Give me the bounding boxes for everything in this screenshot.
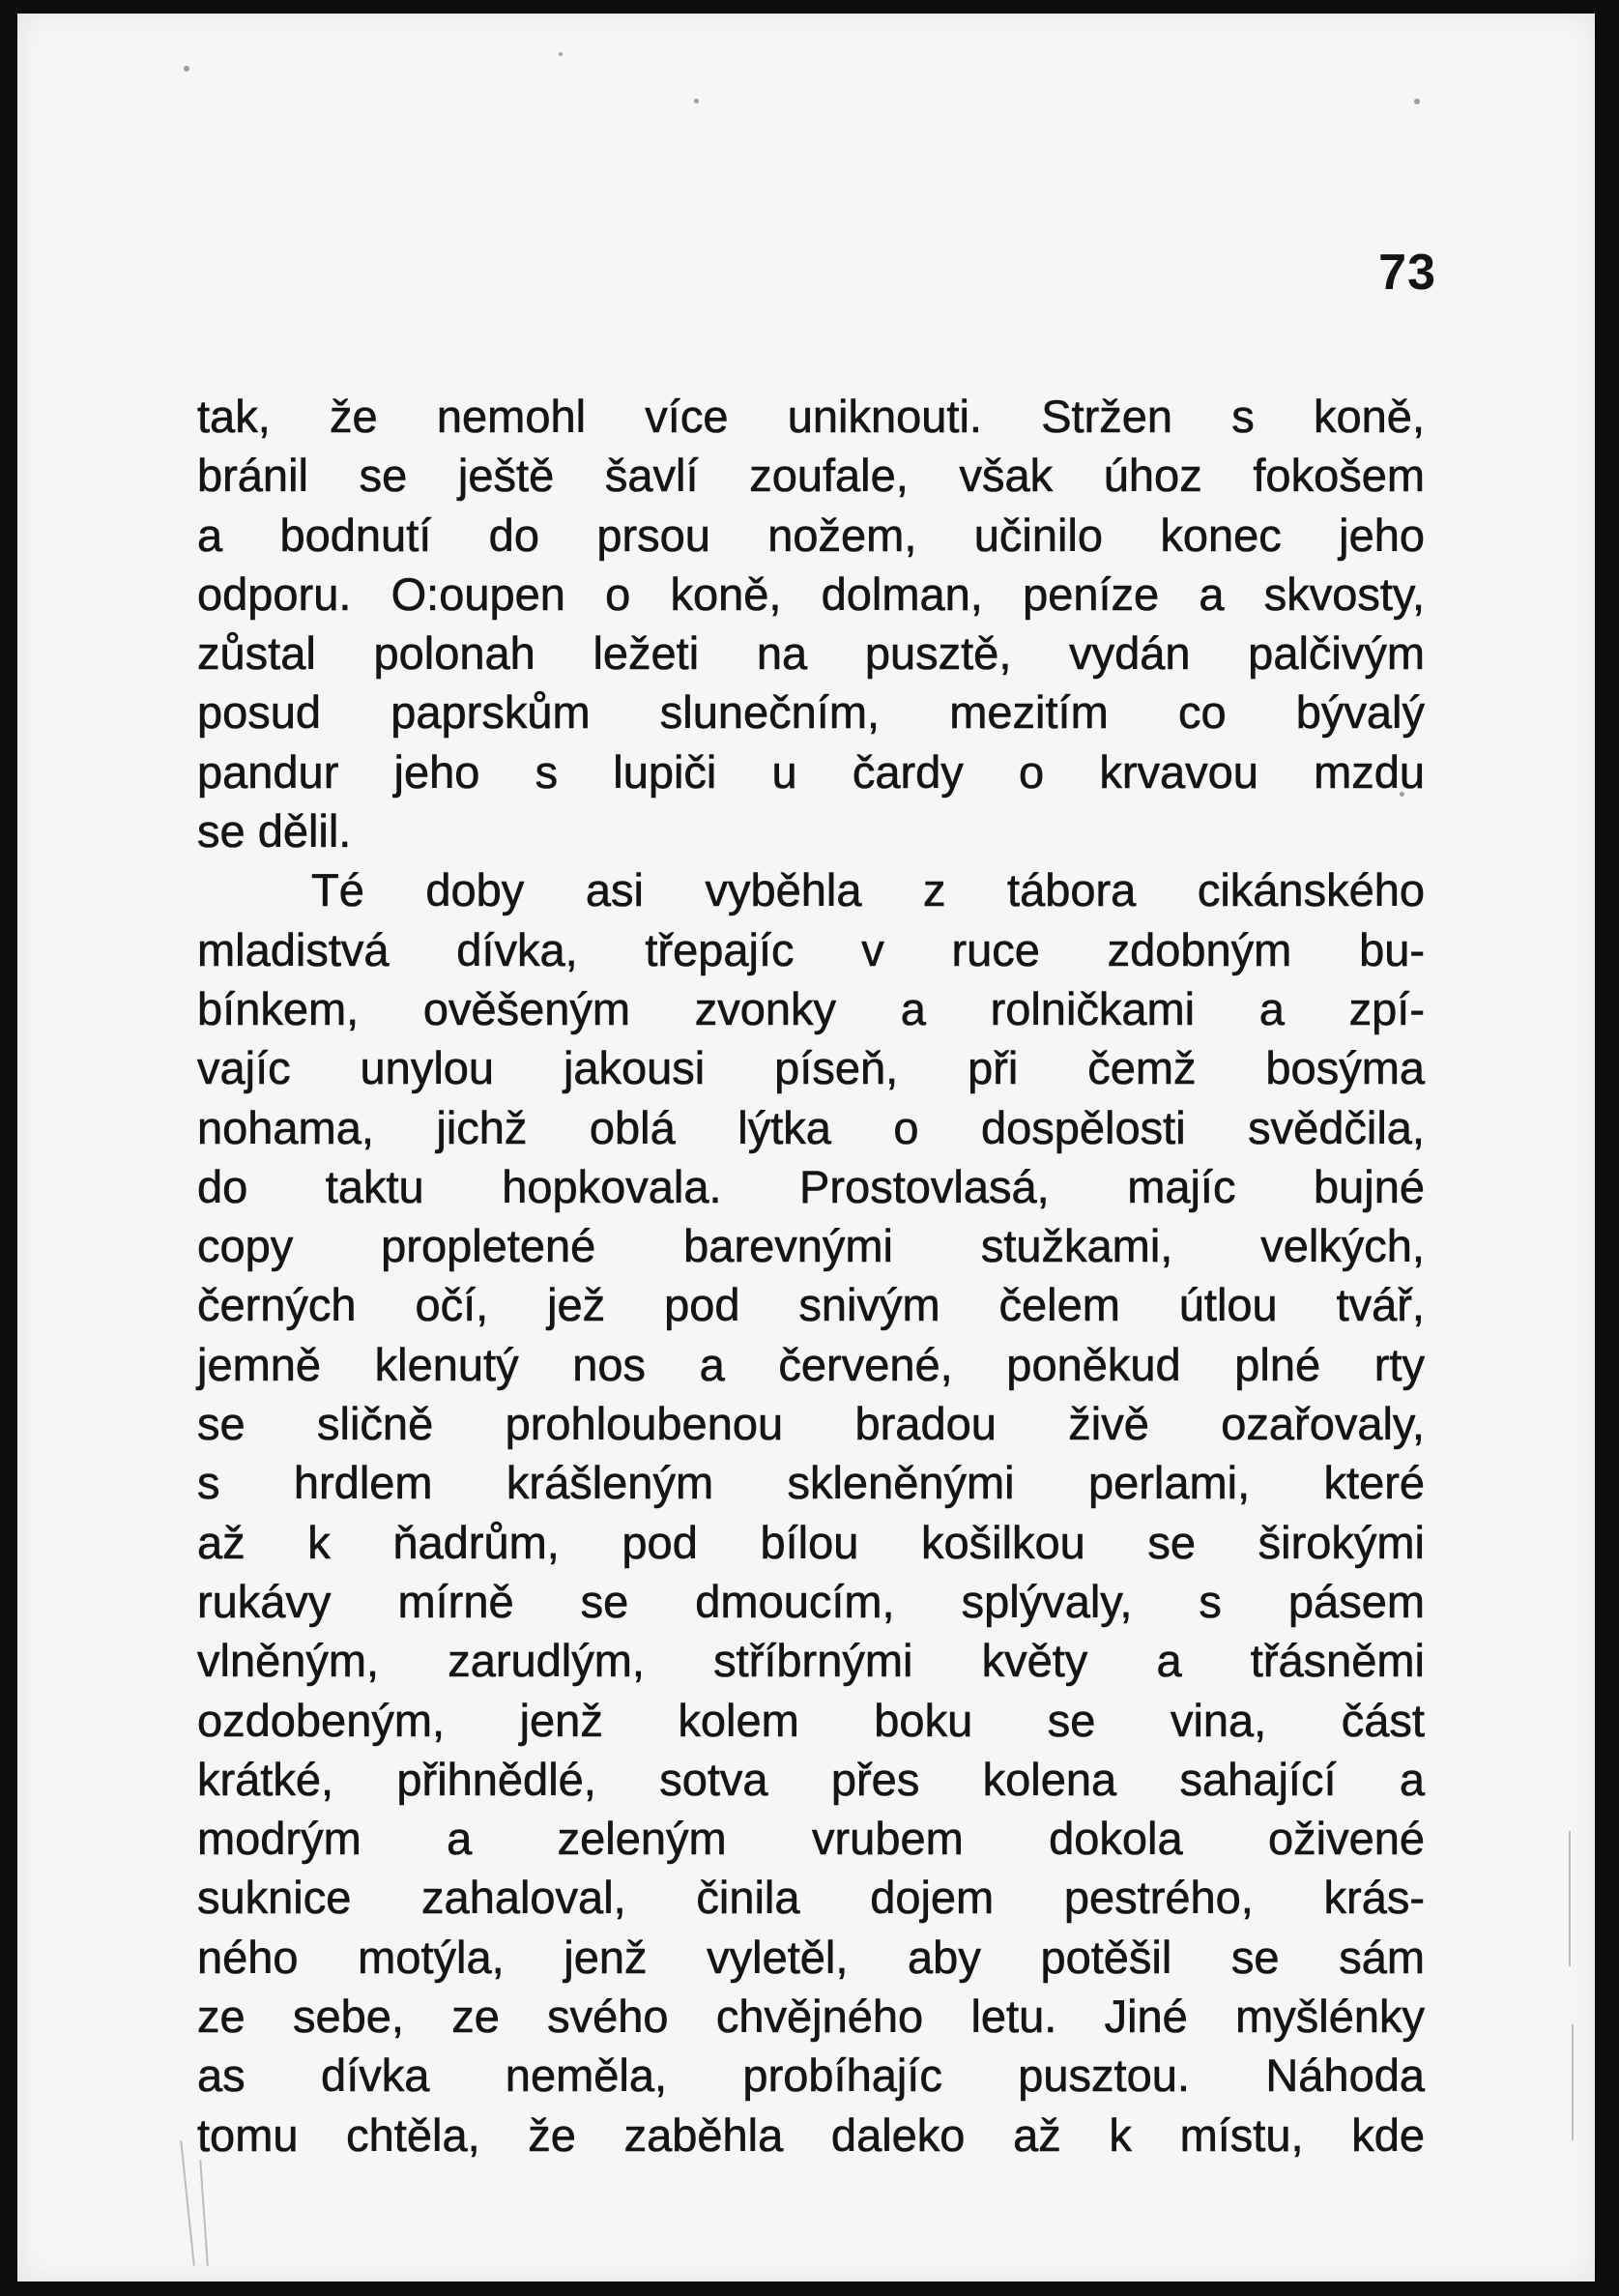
page-number: 73 [1378,245,1436,301]
scan-speck [1414,99,1420,104]
text-line: mladistvá dívka, třepajíc v ruce zdobným bu- [197,923,1425,975]
body-text [197,387,1425,2165]
text-line: krátké, přihnědlé, sotva přes kolena sahající a [197,1753,1425,1805]
book-page [17,14,1595,2281]
scan-speck [694,99,699,103]
text-line: se sličně prohloubenou bradou živě ozařovaly, [197,1398,1425,1450]
text-line: tomu chtěla, že zaběhla daleko až k místu, kde [197,2108,1425,2161]
text-line: a bodnutí do prsou nožem, učinilo konec jeho [197,509,1425,561]
text-line: bínkem, ověšeným zvonky a rolničkami a zpí- [197,982,1425,1034]
scan-speck [184,66,189,72]
text-line: as dívka neměla, probíhajíc pusztou. Náhoda [197,2049,1425,2102]
text-line: Té doby asi vyběhla z tábora cikánského [311,864,1425,916]
text-line: vlněným, zarudlým, stříbrnými květy a třásněmi [197,1635,1425,1687]
text-line: nohama, jichž oblá lýtka o dospělosti svědčila, [197,1101,1425,1153]
text-line: ozdobeným, jenž kolem boku se vina, část [197,1694,1425,1746]
text-line: až k ňadrům, pod bílou košilkou se širokými [197,1516,1425,1568]
text-line: posud paprskům slunečním, mezitím co bývalý [197,686,1425,739]
text-line: odporu. O:oupen o koně, dolman, peníze a skvosty, [197,567,1425,620]
text-line: tak, že nemohl více uniknouti. Stržen s koně, [197,391,1425,442]
text-line: do taktu hopkovala. Prostovlasá, majíc bujné [197,1160,1425,1212]
text-line: zůstal polonah ležeti na pusztě, vydán palčivým [197,627,1425,680]
scan-scratch [199,2160,209,2266]
text-line: bránil se ještě šavlí zoufale, však úhoz fokošem [197,450,1425,502]
text-line: pandur jeho s lupiči u čardy o krvavou mzdu [197,745,1425,798]
text-line: ze sebe, ze svého chvějného letu. Jiné myšlénky [197,1991,1425,2043]
text-line: vajíc unylou jakousi píseň, při čemž bosýma [197,1042,1425,1094]
scan-speck [559,52,563,56]
text-line: copy propletené barevnými stužkami, velkých, [197,1220,1425,1272]
text-line: jemně klenutý nos a červené, poněkud plné rty [197,1338,1425,1390]
text-line: se dělil. [197,805,352,857]
scan-scratch [1572,2024,1574,2140]
text-line: s hrdlem krášleným skleněnými perlami, které [197,1457,1425,1509]
scan-scratch [1569,1831,1571,1966]
text-line: rukávy mírně se dmoucím, splývaly, s pásem [197,1575,1425,1627]
text-line: modrým a zeleným vrubem dokola oživené [197,1813,1425,1865]
text-line: černých očí, jež pod snivým čelem útlou tvář, [197,1279,1425,1331]
scan-scratch [180,2140,195,2265]
text-line: suknice zahaloval, činila dojem pestrého, krás- [197,1872,1425,1924]
text-line: ného motýla, jenž vyletěl, aby potěšil se sám [197,1931,1425,1983]
